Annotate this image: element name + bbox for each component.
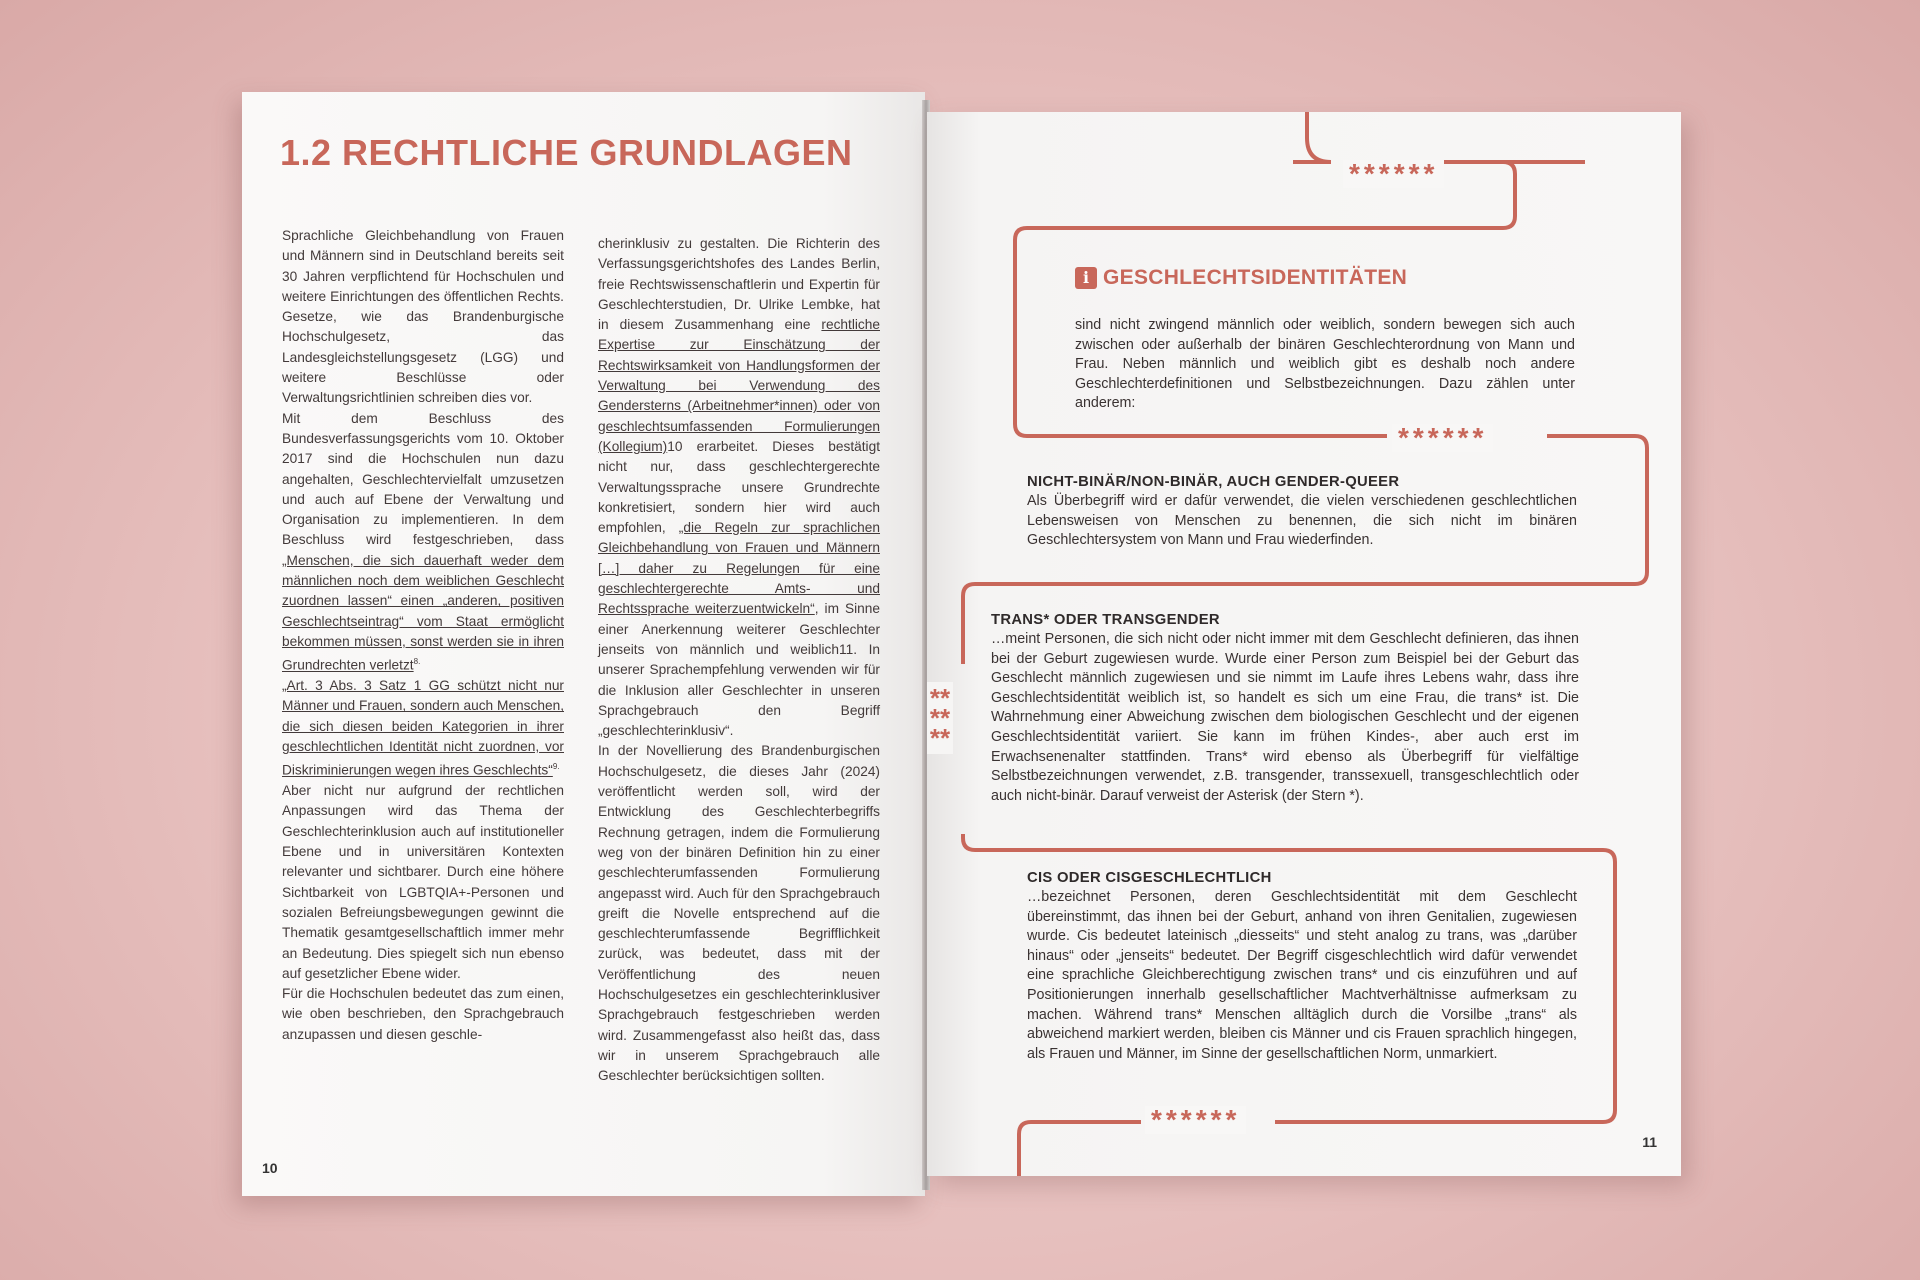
text-column-2 xyxy=(598,234,880,1086)
asterisk-divider: ****** xyxy=(1145,1106,1246,1134)
paragraph: In der Novellierung des Brandenburgischen Hochschulgesetz, die dieses Jahr (2024) veröffentlicht werden soll, wird der Entwicklung des Geschlechterbegriffs Rechnung getragen, indem die Formulierung weg von der binären Definition hin zu einer geschlechterumfassenden Formulierung angepasst wird. Auch für den Sprachgebrauch greift die Novelle entsprechend auf die geschlechterumfassende Begrifflichkeit zurück, was bedeutet, dass mit der Veröffentlichung des neuen Hochschulgesetzes ein geschlechterinklusiver Sprachgebrauch festgeschrieben werden wird. Zusammengefasst also heißt das, dass wir in unserem Sprachgebrauch alle Geschlechter berücksichtigen sollten. xyxy=(598,743,880,1084)
quote-link[interactable]: „Menschen, die sich dauerhaft weder dem männlichen noch dem weiblichen Geschlecht zuordnen lassen“ einen „anderen, positiven Geschlechtseintrag“ vom Staat ermöglicht bekommen müssen, sonst werden sie in ihren Grundrechten verletzt xyxy=(282,552,564,673)
info-header xyxy=(1075,266,1407,290)
paragraph: Für die Hochschulen bedeutet das zum einen, wie oben beschrieben, den Sprachgebrauch anzupassen und diesen geschle- xyxy=(282,986,564,1042)
footnote-marker: 9. xyxy=(552,762,560,772)
term-heading: NICHT-BINÄR/NON-BINÄR, AUCH GENDER-QUEER xyxy=(1027,474,1400,490)
term-text: …meint Personen, die sich nicht oder nicht immer mit dem Geschlecht definieren, das ihnen bei der Geburt zugewiesen wurde. Wurde einer Person zum Beispiel bei der Geburt das Geschlecht männlich zugewiesen und sie nimmt im Laufe ihres Lebens wahr, dass ihre Geschlechtsidentität weiblich ist, so handelt es sich um eine Frau, die trans* ist. Die Wahrnehmung einer Abweichung zwischen dem biologischen Geschlecht und der eigenen Geschlechtsidentität variiert. Sie kann im frühen Kindes-, aber auch erst im Erwachsenenalter stattfinden. Trans* wird ebenso als Überbegriff für vielfältige Selbstbezeichnungen verwendet, z.B. transgender, transsexuell, transgeschlechtlich oder auch nicht-binär. Darauf verweist der Asterisk (der Stern *). xyxy=(991,631,1579,804)
asterisk-divider: ****** xyxy=(1392,424,1493,452)
quote-link[interactable]: „die Regeln zur sprachlichen Gleichbehandlung von Frauen und Männern […] daher zu Regelungen für eine geschlechtergerechte Amts- und Rechtssprache weiterzuentwickeln“ xyxy=(598,520,881,617)
paragraph: Mit dem Beschluss des Bundesverfassungsgerichts vom 10. Oktober 2017 sind die Hochschulen nun dazu angehalten, Geschlechtervielfalt umzusetzen und auch auf Ebene der Verwaltung und Organisation zu implementieren. In dem Beschluss wird festgeschrieben, dass „Menschen, die sich dauerhaft weder dem männlichen noch dem weiblichen Geschlecht zuordnen lassen“ einen „anderen, positiven Geschlechtseintrag“ vom Staat ermöglicht bekommen müssen, sonst werden sie in ihren Grundrechten verletzt$^{8.}$ xyxy=(282,410,564,673)
page-number: 11 xyxy=(1642,1134,1657,1150)
asterisk-divider: ****** xyxy=(927,682,953,754)
text-column-1 xyxy=(282,226,564,1045)
term-heading: TRANS* ODER TRANSGENDER xyxy=(991,612,1220,628)
footnote-marker: 8. xyxy=(413,657,421,667)
info-text: sind nicht zwingend männlich oder weiblich, sondern bewegen sich auch zwischen oder außerhalb der binären Geschlechterordnung von Mann und Frau. Neben männlich und weiblich gibt es deshalb noch andere Geschlechterdefinitionen und Selbstbezeichnungen. Dazu zählen unter anderem: xyxy=(1075,317,1575,412)
left-page xyxy=(242,92,925,1196)
term-cis xyxy=(1027,870,1577,1064)
asterisk-divider: ****** xyxy=(1343,160,1444,188)
term-non-binary xyxy=(1027,474,1577,551)
term-text: …bezeichnet Personen, deren Geschlechtsidentität mit dem Geschlecht übereinstimmt, das ihnen bei der Geburt, anhand von ihren Genitalien, zugewiesen wurde. Cis bedeutet lateinisch „diesseits“ und steht analog zu trans, was „darüber hinaus“ oder „jenseits“ bedeutet. Der Begriff cisgeschlechtlich wird dafür verwendet eine sprachliche Gleichberechtigung zwischen trans* und cis einzuführen und auf Positionierungen innerhalb gesellschaftlicher Machtverhältnisse aufmerksam zu machen. Während trans* Menschen alltäglich durch die Vorsilbe „trans“ als abweichend markiert werden, bleiben cis Männer und cis Frauen sprachlich hingegen, als Frauen und Männer, im Sinne der gesellschaftlichen Norm, unmarkiert. xyxy=(1027,889,1577,1062)
info-icon: i xyxy=(1075,267,1097,289)
term-trans xyxy=(991,612,1579,806)
term-heading: CIS ODER CISGESCHLECHTLICH xyxy=(1027,870,1272,886)
quote-link[interactable]: „Art. 3 Abs. 3 Satz 1 GG schützt nicht nur Männer und Frauen, sondern auch Menschen, die sich diesen beiden Kategorien in ihrer geschlechtlichen Identität nicht zuordnen, vor Diskriminierungen wegen ihres Geschlechts“ xyxy=(282,678,564,778)
paragraph xyxy=(282,676,564,781)
paragraph: cherinklusiv zu gestalten. Die Richterin des Verfassungsgerichtshofes des Landes Berlin, freie Rechtswissenschaftlerin und Expertin für Geschlechterstudien, Dr. Ulrike Lembke, hat in diesem Zusammenhang eine rechtliche Expertise zur Einschätzung der Rechtswirksamkeit von Handlungsformen der Verwaltung bei Verwendung des Gendersterns (Arbeitnehmer*innen) oder von geschlechtsumfassenden Formulierungen (Kollegium)10 erarbeitet. Dieses bestätigt nicht nur, dass geschlechtergerechte Verwaltungssprache unsere Grundrechte konkretisiert, sondern hier wird auch empfohlen, „die Regeln zur sprachlichen Gleichbehandlung von Frauen und Männern […] daher zu Regelungen für eine geschlechtergerechte Amts- und Rechtssprache weiterzuentwickeln“, im Sinne einer Anerkennung weiterer Geschlechter jenseits von männlich und weiblich11. In unserer Sprachempfehlung verwenden wir für die Inklusion aller Geschlechter in unseren Sprachgebrauch den Begriff „geschlechterinklusiv“. xyxy=(598,236,881,739)
paragraph: Aber nicht nur aufgrund der rechtlichen Anpassungen wird das Thema der Geschlechterinklusion auch auf institutioneller Ebene und in universitären Kontexten relevanter und sichtbarer. Durch eine höhere Sichtbarkeit von LGBTQIA+-Personen und sozialen Befreiungsbewegungen gewinnt die Thematik gesamtgesellschaftlich immer mehr an Bedeutung. Dies spiegelt sich nun ebenso auf gesetzlicher Ebene wider. xyxy=(282,783,564,981)
expertise-link[interactable]: rechtliche Expertise zur Einschätzung der Rechtswirksamkeit von Handlungsformen der Verwaltung bei Verwendung des Gendersterns (Arbeitnehmer*innen) oder von geschlechtsumfassenden Formulierungen (Kollegium) xyxy=(598,317,880,454)
right-page xyxy=(927,112,1681,1176)
paragraph: Sprachliche Gleichbehandlung von Frauen und Männern sind in Deutschland bereits seit 30 Jahren verpflichtend für Hochschulen und weitere Einrichtungen des öffentlichen Rechts. Gesetze, wie das Brandenburgische Hochschulgesetz, das Landesgleichstellungsgesetz (LGG) und weitere Beschlüsse oder Verwaltungsrichtlinien schreiben dies vor. xyxy=(282,228,564,406)
term-text: Als Überbegriff wird er dafür verwendet, die vielen verschiedenen geschlechtlichen Lebensweisen von Menschen zu benennen, die sich nicht im binären Geschlechtersystem von Mann und Frau wiederfinden. xyxy=(1027,493,1577,549)
page-number: 10 xyxy=(262,1160,278,1176)
info-title: GESCHLECHTSIDENTITÄTEN xyxy=(1103,266,1408,289)
page-title: 1.2 RECHTLICHE GRUNDLAGEN xyxy=(280,132,853,173)
